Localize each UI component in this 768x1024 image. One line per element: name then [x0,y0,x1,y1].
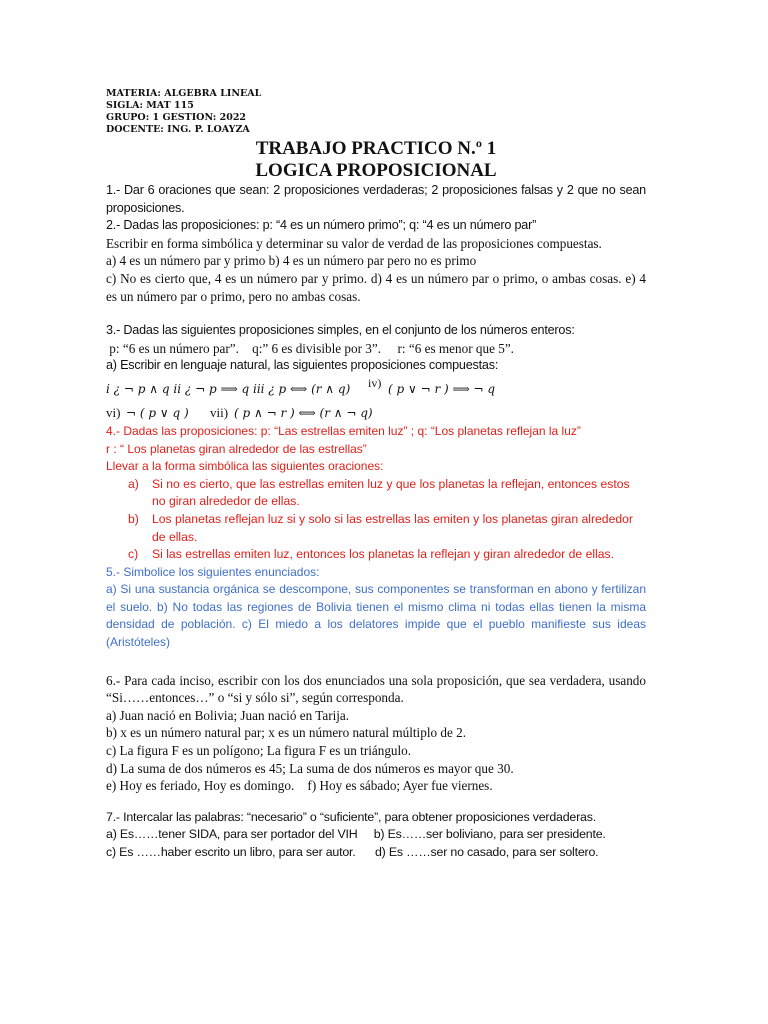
question-6-b: b) x es un número natural par; x es un número natural múltiplo de 2. [106,725,467,741]
header-docente: DOCENTE: ING. P. LOAYZA [106,124,250,135]
question-3-intro: 3.- Dadas las siguientes proposiciones simples, en el conjunto de los números enteros: [106,323,575,338]
question-3-a: a) Escribir en lenguaje natural, las siguientes proposiciones compuestas: [106,358,499,373]
item-text: Si no es cierto, que las estrellas emiten luz y que los planetas la reflejan, entonces estos no giran alrededor de ellas. [152,476,630,509]
item-label: b) [128,511,139,526]
header-grupo: GRUPO: 1 GESTION: 2022 [106,112,247,123]
question-5-intro: 5.- Simbolice los siguientes enunciados: [106,564,320,579]
header-materia: MATERIA: ALGEBRA LINEAL [106,88,262,99]
formula-iv: ( p ∨ ¬ r ) ⟹ ¬ q [388,381,496,396]
formula-vii: ( p ∧ ¬ r ) ⟺ (r ∧ ¬ q) [234,405,373,420]
document-page [106,88,646,862]
formula-vi-label: vi) [106,404,121,420]
formula-vi: ¬ ( p ∨ q ) [126,405,189,420]
course-header [106,88,646,136]
question-6-c: c) La figura F es un polígono; La figura F es un triángulo. [106,743,412,759]
document-subtitle: LOGICA PROPOSICIONAL [255,160,497,181]
question-6-a: a) Juan nació en Bolivia; Juan nació en Tarija. [106,707,350,723]
question-4-r: r : “ Los planetas giran alrededor de las estrellas” [106,441,367,456]
question-7-intro: 7.- Intercalar las palabras: “necesario” o “suficiente”, para obtener proposiciones verdaderas. [106,809,596,824]
question-6-intro: 6.- Para cada inciso, escribir con los dos enunciados una sola proposición, que sea verdadera, usando “Si……entonces…” o “si y sólo si”, según corresponda. [106,672,646,706]
item-text: Si las estrellas emiten luz, entonces los planetas la reflejan y giran alrededor de ellas. [152,547,615,562]
question-2-intro: 2.- Dadas las proposiciones: p: “4 es un número primo”; q: “4 es un número par” [106,218,537,233]
formula-row-2 [106,403,646,423]
question-2-text: Escribir en forma simbólica y determinar su valor de verdad de las proposiciones compuestas. [106,235,602,251]
document-title: TRABAJO PRACTICO N.º 1 [255,138,497,159]
question-2-ab: a) 4 es un número par y primo b) 4 es un número par pero no es primo [106,253,477,269]
formula-i-iii: i ¿ ¬ p ∧ q ii ¿ ¬ p ⟹ q iii ¿ p ⟺ (r ∧ q) [106,381,351,396]
formula-row-1 [106,375,646,399]
question-4-intro: 4.- Dadas las proposiciones: p: “Las estrellas emiten luz” ; q: “Los planetas reflejan la luz” [106,423,581,438]
question-2-cde: c) No es cierto que, 4 es un número par y primo. d) 4 es un número par o primo, o ambas cosas. e) 4 es un número par o primo, pero no ambas cosas. [106,270,646,304]
question-4-task: Llevar a la forma simbólica las siguientes oraciones: [106,459,384,474]
question-6-ef: e) Hoy es feriado, Hoy es domingo. f) Hoy es sábado; Ayer fue viernes. [106,778,493,794]
formula-iv-label: iv) [368,375,382,390]
list-item [106,511,646,546]
item-text: Los planetas reflejan luz si y solo si las estrellas las emiten y los planetas giran alrededor de ellas. [152,511,633,544]
item-label: a) [128,476,139,491]
question-7-ab: a) Es……tener SIDA, para ser portador del VIH b) Es……ser boliviano, para ser presidente. [106,827,606,842]
header-sigla: SIGLA: MAT 115 [106,100,194,111]
list-item [106,546,646,564]
question-3-props: p: “6 es un número par”. q:” 6 es divisible por 3”. r: “6 es menor que 5”. [106,340,514,356]
item-label: c) [128,547,139,562]
question-6-d: d) La suma de dos números es 45; La suma de dos números es mayor que 30. [106,760,514,776]
formula-vii-label: vii) [210,404,229,420]
question-4-list [106,476,646,564]
question-1: 1.- Dar 6 oraciones que sean: 2 proposiciones verdaderas; 2 proposiciones falsas y 2 que no sean proposiciones. [106,183,646,215]
list-item [106,476,646,511]
question-7-cd: c) Es ……haber escrito un libro, para ser autor. d) Es ……ser no casado, para ser soltero. [106,845,599,859]
question-5-text: a) Si una sustancia orgánica se descompone, sus componentes se transforman en abono y fertilizan el suelo. b) No todas las regiones de Bolivia tienen el mismo clima ni todas ellas tienen la misma densidad de población. c) El miedo a los delatores impide que el pueblo manifieste sus ideas (Aristóteles) [106,582,646,650]
